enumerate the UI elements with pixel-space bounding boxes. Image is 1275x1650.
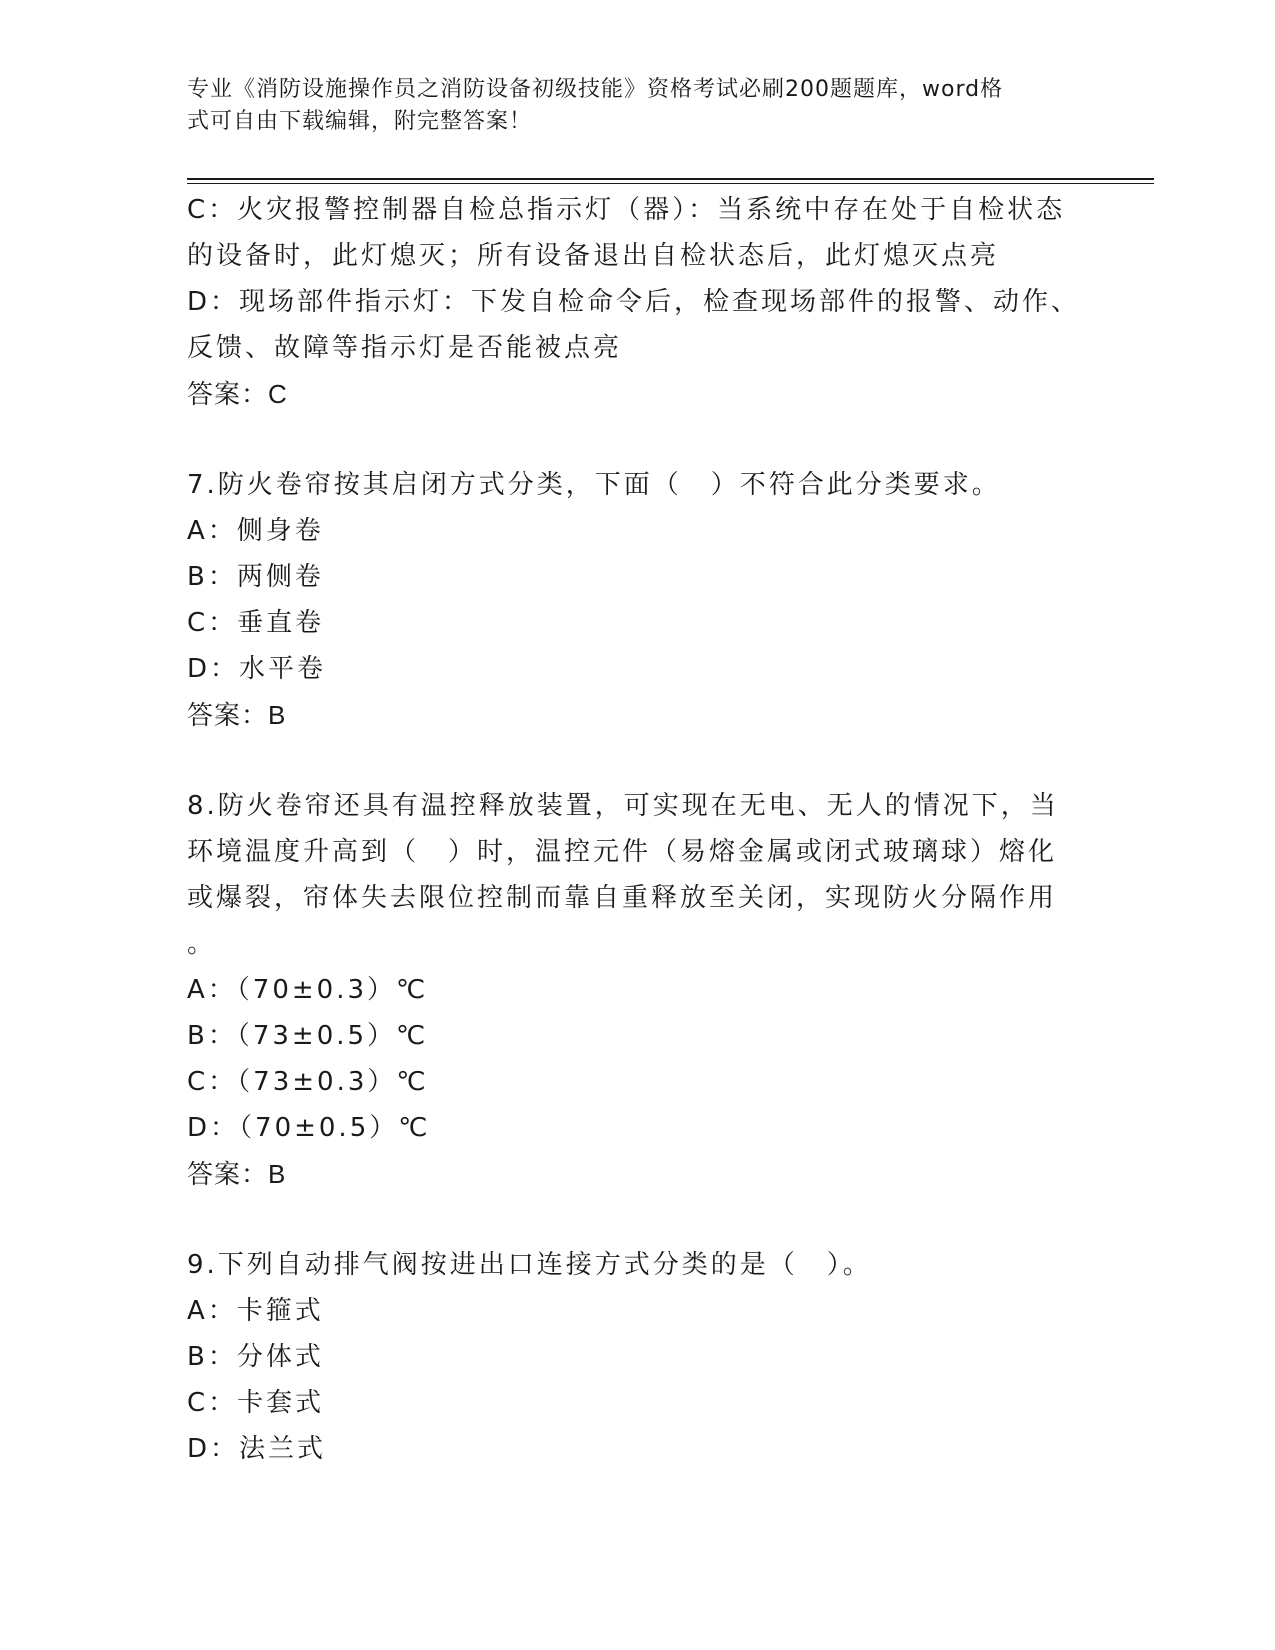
question-8-line-4: 。 <box>187 929 217 959</box>
question-9-option-d: D：法兰式 <box>187 1434 327 1464</box>
option-c-line-2: 的设备时，此灯熄灭；所有设备退出自检状态后，此灯熄灭点亮 <box>187 241 1000 271</box>
question-8-option-a: A：（70±0.3）℃ <box>187 975 429 1005</box>
question-9-text: 9.下列自动排气阀按进出口连接方式分类的是（ ）。 <box>187 1250 872 1280</box>
question-7-option-b: B：两侧卷 <box>187 562 324 592</box>
option-c-line-1: C：火灾报警控制器自检总指示灯（器）：当系统中存在处于自检状态 <box>187 195 1066 225</box>
header-line-2: 式可自由下载编辑，附完整答案！ <box>187 109 533 134</box>
question-7 <box>187 462 1077 738</box>
document-header <box>187 74 1077 138</box>
spacer <box>187 417 1077 462</box>
question-9-option-a: A：卡箍式 <box>187 1296 324 1326</box>
question-8-option-d: D：（70±0.5）℃ <box>187 1113 431 1143</box>
question-8-line-3: 或爆裂，帘体失去限位控制而靠自重释放至关闭，实现防火分隔作用 <box>187 883 1058 913</box>
spacer <box>187 1197 1077 1242</box>
header-rule-thick <box>187 178 1154 180</box>
question-9-option-c: C：卡套式 <box>187 1388 325 1418</box>
question-7-text: 7.防火卷帘按其启闭方式分类，下面（ ）不符合此分类要求。 <box>187 470 1001 500</box>
answer-8: 答案：B <box>187 1159 287 1189</box>
question-8-option-b: B：（73±0.5）℃ <box>187 1021 429 1051</box>
document-body <box>187 187 1081 1472</box>
question-8 <box>187 783 1077 1197</box>
question-7-option-a: A：侧身卷 <box>187 516 324 546</box>
option-d-line-1: D：现场部件指示灯：下发自检命令后，检查现场部件的报警、动作、 <box>187 287 1081 317</box>
question-8-line-2: 环境温度升高到（ ）时，温控元件（易熔金属或闭式玻璃球）熔化 <box>187 837 1058 867</box>
question-9-option-b: B：分体式 <box>187 1342 324 1372</box>
answer-7: 答案：B <box>187 700 287 730</box>
spacer <box>187 738 1077 783</box>
question-8-option-c: C：（73±0.3）℃ <box>187 1067 429 1097</box>
header-line-1: 专业《消防设施操作员之消防设备初级技能》资格考试必刷200题题库，word格 <box>187 77 1004 102</box>
question-7-option-d: D：水平卷 <box>187 654 327 684</box>
question-8-line-1: 8.防火卷帘还具有温控释放装置，可实现在无电、无人的情况下，当 <box>187 791 1059 821</box>
question-6-tail <box>187 187 1081 417</box>
option-d-line-2: 反馈、故障等指示灯是否能被点亮 <box>187 333 623 363</box>
question-9 <box>187 1242 1077 1472</box>
header-rule-thin <box>187 183 1154 184</box>
question-7-option-c: C：垂直卷 <box>187 608 325 638</box>
answer-6: 答案：C <box>187 379 288 409</box>
